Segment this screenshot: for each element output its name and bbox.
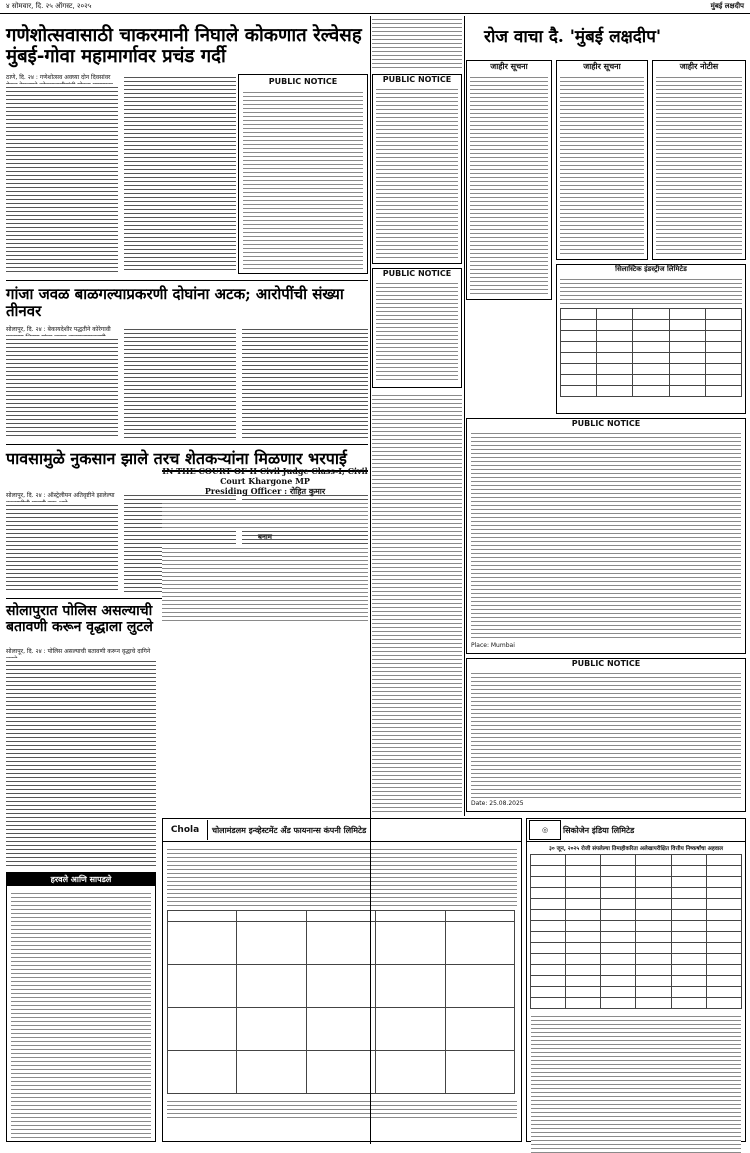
ganja-lead: सोलापूर, दि. २४ : बेकायदेशीर पद्धतीने कोरेगावी	[6, 326, 111, 333]
jahir-suchana-2	[556, 60, 648, 260]
court-presiding: Presiding Officer : रोहित कुमार	[204, 486, 326, 496]
jahir-suchana-1	[466, 60, 552, 300]
date-1: Date: 25.08.2025	[471, 800, 524, 807]
rain-headline: पावसामुळे नुकसान झाले तरच शेतकऱ्यांना मिळणार भरपाई	[6, 449, 347, 468]
public-notice-right-2	[466, 658, 746, 812]
issue-line: ४ सोमवार, दि. २५ ऑगस्ट, २०२५	[6, 2, 92, 10]
ganja-headline: गांजा जवळ बाळगल्याप्रकरणी दोघांना अटक; आरोपींची संख्या तीनवर	[6, 285, 344, 320]
place-1: Place: Mumbai	[471, 642, 515, 649]
chola-logo: Chola	[163, 820, 208, 840]
sicogen-table-heading: ३० जून, २०२५ रोजी संपलेल्या तिमाहीकरिता अलेखापरीक्षित वित्तीय निष्कर्षांचा अहवाल	[548, 846, 723, 852]
public-notice-center-1-title: PUBLIC NOTICE	[382, 75, 452, 84]
jahir-suchana-2-title: जाहीर सूचना	[583, 62, 621, 71]
public-notice-center-1	[372, 74, 462, 264]
sicogen-name: सिकोजेन इंडिया लिमिटेड	[563, 825, 635, 835]
lost-found-title: हरवले आणि सापडले	[7, 873, 155, 886]
sicogen-logo: ◎	[529, 820, 561, 840]
main-article-col1	[6, 84, 118, 272]
public-notice-center-2	[372, 268, 462, 388]
paper-name: मुंबई लक्षदीप	[710, 2, 744, 10]
silastic-notice	[556, 264, 746, 414]
chola-heading: चोलामंडलम इन्व्हेस्टमेंट अँड फायनान्स कंपनी लिमिटेड	[212, 825, 367, 835]
jahir-notis-1-title: जाहीर नोटीस	[679, 62, 719, 71]
public-notice-right-2-title: PUBLIC NOTICE	[571, 659, 641, 668]
chola-notice	[162, 818, 522, 1142]
public-notice-small	[238, 74, 368, 274]
silastic-title: सिलास्टिक इंडस्ट्रीज लिमिटेड	[615, 265, 687, 273]
jahir-notis-1	[652, 60, 746, 260]
public-notice-right-1-title: PUBLIC NOTICE	[571, 419, 641, 428]
main-lead: ठाणे, दि. २४ : गणेशोत्सव अवघ्या दोन दिवसांवर	[6, 74, 111, 81]
court-notice-block	[162, 466, 368, 616]
main-article-col2	[124, 74, 236, 272]
police-headline: सोलापुरात पोलिस असल्याची बतावणी करून वृद्धाला लुटले	[6, 603, 153, 635]
public-notice-center-body	[372, 392, 462, 812]
jahir-suchana-1-title: जाहीर सूचना	[490, 62, 528, 71]
public-notice-title: PUBLIC NOTICE	[268, 77, 338, 86]
police-lead: सोलापूर, दि. २४ : पोलिस असल्याची बतावणी करून वृद्धाचे दागिने	[6, 648, 151, 655]
court-vs: बनाम	[258, 533, 272, 541]
sicogen-results	[526, 818, 746, 1142]
lost-found-box	[6, 872, 156, 1142]
public-notice-center-2-title: PUBLIC NOTICE	[382, 269, 452, 278]
chola-table	[167, 910, 515, 1094]
court-title: IN THE COURT OF II Civil Judge Class-I, Civil Court Khargone MP	[162, 466, 368, 486]
rain-lead: सोलापूर, दि. २४ : ऑस्ट्रेलीयन अतिवृष्टीने झालेल्या	[6, 492, 115, 499]
court-notice	[162, 600, 368, 850]
public-notice-right-1	[466, 418, 746, 654]
roj-vacha-headline: रोज वाचा दै. 'मुंबई लक्षदीप'	[484, 27, 662, 47]
main-headline: गणेशोत्सवासाठी चाकरमानी निघाले कोकणात रेल्वेसह मुंबई-गोवा महामार्गावर प्रचंड गर्दी	[6, 25, 362, 67]
page-header	[0, 0, 750, 14]
